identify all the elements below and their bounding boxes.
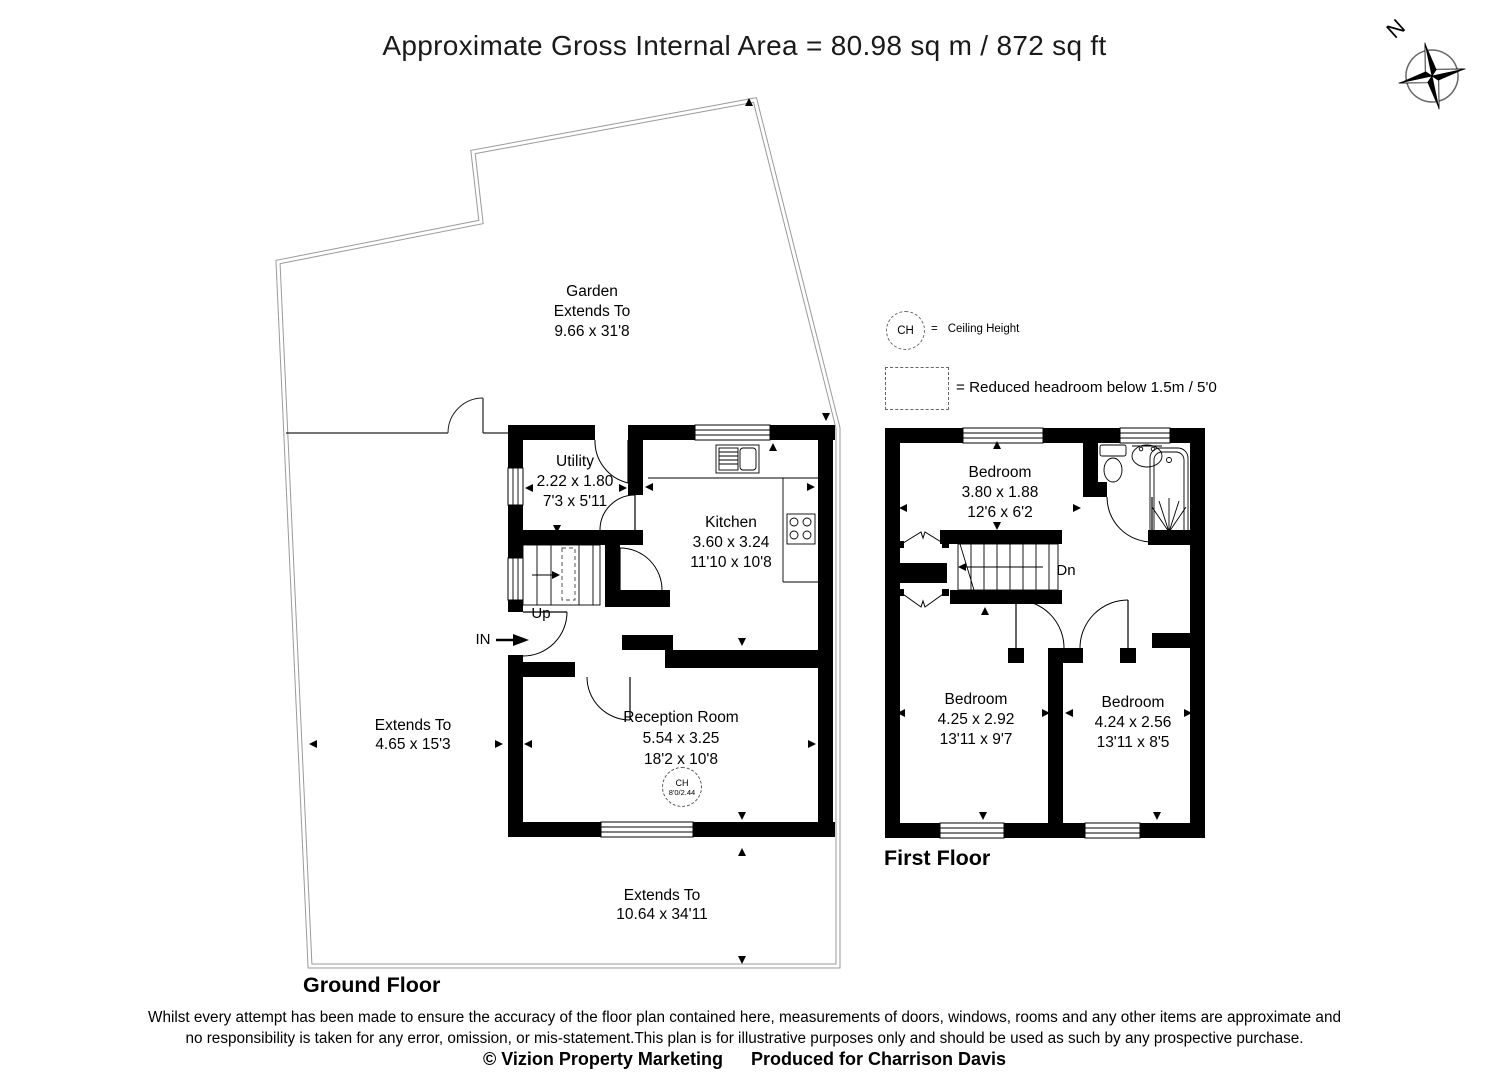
bifold-door-icon bbox=[900, 532, 946, 545]
entrance-in-label: IN bbox=[475, 631, 491, 648]
produced-for-text: Produced for Charrison Davis bbox=[750, 1049, 1007, 1069]
reception-ceiling-height-badge: CH 8'0/2.44 bbox=[662, 767, 702, 807]
sink-icon bbox=[716, 445, 759, 473]
ground-floor-stairs bbox=[523, 545, 600, 605]
window-icon bbox=[695, 425, 770, 440]
entrance-arrow-icon bbox=[496, 634, 529, 646]
legend-reduced-headroom-label: = Reduced headroom below 1.5m / 5'0 bbox=[956, 379, 1217, 396]
window-icon bbox=[601, 822, 693, 837]
bedroom-left-label: Bedroom 4.25 x 2.92 13'11 x 9'7 bbox=[937, 691, 1015, 748]
gate-door-arc bbox=[448, 398, 483, 433]
kitchen-door bbox=[620, 548, 662, 590]
disclaimer-line2: no responsibility is taken for any error, omission, or mis-statement.This plan is for illustrative purposes only and should be used as such by any prospective purchase. bbox=[185, 1030, 1304, 1047]
window-icon bbox=[1085, 823, 1140, 838]
disclaimer-line1: Whilst every attempt has been made to ensure the accuracy of the floor plan contained here, measurements of doors, windows, rooms and any other items are approximate and bbox=[148, 1009, 1341, 1026]
reception-room-label: Reception Room 5.54 x 3.25 18'2 x 10'8 bbox=[623, 709, 739, 768]
legend-ch-symbol: CH bbox=[886, 311, 925, 350]
extends-bottom-label: Extends To 10.64 x 34'11 bbox=[616, 887, 708, 923]
stair-direction-arrow bbox=[958, 563, 966, 571]
legend-reduced-headroom-symbol bbox=[885, 367, 949, 410]
bedroom-top-label: Bedroom 3.80 x 1.88 12'6 x 6'2 bbox=[961, 464, 1039, 521]
ground-floor-label: Ground Floor bbox=[303, 973, 441, 997]
window-icon bbox=[508, 468, 523, 505]
toilet-icon bbox=[1100, 445, 1126, 482]
window-icon bbox=[508, 558, 523, 600]
copyright-text: © Vizion Property Marketing bbox=[482, 1049, 723, 1069]
compass-north-label: N bbox=[1381, 14, 1410, 44]
extends-left-label: Extends To 4.65 x 15'3 bbox=[374, 717, 452, 753]
stairs-dn-label: Dn bbox=[1056, 562, 1076, 579]
bedroom-right-door bbox=[1080, 600, 1128, 648]
bathroom-fixtures bbox=[1100, 445, 1188, 543]
page-title: Approximate Gross Internal Area = 80.98 sq m / 872 sq ft bbox=[382, 30, 1107, 61]
stairs-up-label: Up bbox=[531, 605, 551, 622]
window-icon bbox=[1120, 428, 1170, 443]
garden-label: Garden Extends To 9.66 x 31'8 bbox=[553, 283, 631, 340]
kitchen-label: Kitchen 3.60 x 3.24 11'10 x 10'8 bbox=[690, 514, 772, 571]
first-floor-walls bbox=[885, 428, 1205, 838]
stair-direction-arrow bbox=[552, 571, 560, 579]
garden-fence bbox=[286, 398, 508, 433]
bedroom-left-door bbox=[1016, 600, 1064, 648]
legend-ch-label: = Ceiling Height bbox=[931, 323, 1020, 335]
reduced-headroom-zone bbox=[562, 548, 575, 600]
window-icon bbox=[963, 428, 1043, 443]
bifold-door-icon bbox=[900, 592, 946, 607]
window-icon bbox=[940, 823, 1004, 838]
bathroom-door bbox=[1107, 497, 1152, 542]
hob-icon bbox=[787, 514, 815, 544]
bedroom-right-label: Bedroom 4.24 x 2.56 13'11 x 8'5 bbox=[1094, 694, 1172, 751]
credits-line bbox=[0, 1049, 1489, 1070]
first-floor-stairs bbox=[958, 544, 1058, 590]
utility-label: Utility 2.22 x 1.80 7'3 x 5'11 bbox=[536, 453, 614, 510]
first-floor-label: First Floor bbox=[884, 846, 991, 870]
